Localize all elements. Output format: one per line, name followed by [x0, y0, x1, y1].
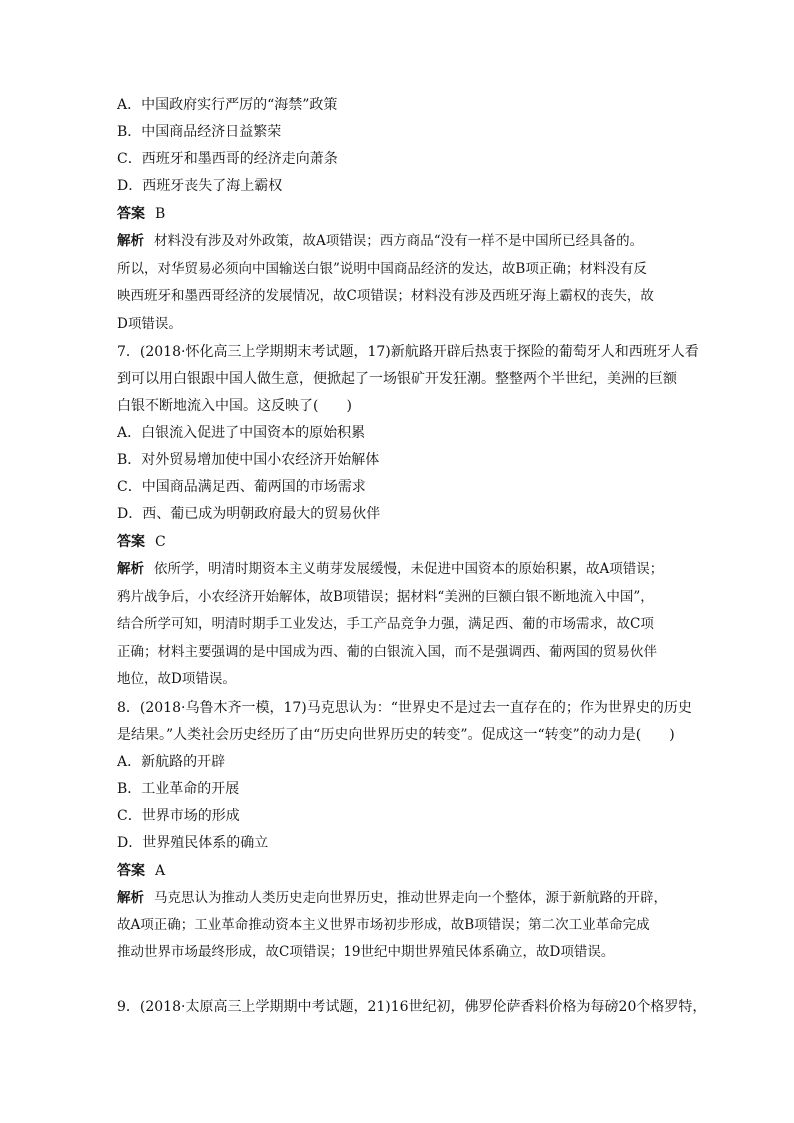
answer-value: A [155, 863, 166, 879]
q7-analysis-line-5: 地位，故D项错误。 [117, 671, 236, 687]
analysis-label: 解析 [117, 890, 144, 906]
answer-value: C [155, 534, 166, 550]
q7-analysis-line-1: 解析 依所学，明清时期资本主义萌芽发展缓慢，未促进中国资本的原始积累，故A项错误； [117, 561, 664, 577]
q6-analysis-line-4: D项错误。 [117, 316, 182, 332]
q7-stem-line-1: 7．(2018·怀化高三上学期期末考试题，17)新航路开辟后热衷于探险的葡萄牙人和西班牙人看 [117, 344, 699, 360]
q8-option-c: C．世界市场的形成 [117, 808, 240, 824]
q7-analysis-line-2: 鸦片战争后，小农经济开始解体，故B项错误；据材料“美洲的巨额白银不断地流入中国”， [117, 589, 654, 605]
q6-analysis-line-3: 映西班牙和墨西哥经济的发展情况，故C项错误；材料没有涉及西班牙海上霸权的丧失，故 [117, 288, 654, 304]
q6-option-d: D．西班牙丧失了海上霸权 [117, 178, 283, 194]
q8-stem-line-1: 8．(2018·乌鲁木齐一模，17)马克思认为：“世界史不是过去一直存在的；作为世界史的历史 [117, 700, 692, 716]
q7-answer [117, 532, 166, 552]
q7-stem-line-2: 到可以用白银跟中国人做生意，便掀起了一场银矿开发狂潮。整整两个半世纪，美洲的巨额 [117, 371, 677, 387]
q9-stem-line-1: 9．(2018·太原高三上学期期中考试题，21)16世纪初，佛罗伦萨香料价格为每磅20个格罗特， [117, 999, 707, 1015]
analysis-label: 解析 [117, 561, 144, 577]
analysis-label: 解析 [117, 233, 144, 249]
q6-analysis-line-1: 解析 材料没有涉及对外政策，故A项错误；西方商品“没有一样不是中国所已经具备的。 [117, 233, 644, 249]
q8-option-b: B．工业革命的开展 [117, 781, 240, 797]
q8-analysis-line-3: 推动世界市场最终形成，故C项错误；19世纪中期世界殖民体系确立，故D项错误。 [117, 944, 615, 960]
q8-answer [117, 861, 165, 881]
q8-option-d: D．世界殖民体系的确立 [117, 835, 269, 851]
q7-analysis-line-3: 结合所学可知，明清时期手工业发达，手工产品竞争力强，满足西、葡的市场需求，故C项 [117, 616, 654, 632]
q7-option-b: B．对外贸易增加使中国小农经济开始解体 [117, 452, 380, 468]
answer-label: 答案 [117, 863, 145, 879]
answer-label: 答案 [117, 534, 145, 550]
q7-analysis-line-4: 正确；材料主要强调的是中国成为西、葡的白银流入国，而不是强调西、葡两国的贸易伙伴 [117, 644, 657, 660]
q7-stem-line-3: 白银不断地流入中国。这反映了( ) [117, 398, 352, 414]
q6-answer [117, 204, 165, 224]
q6-option-a: A．中国政府实行严厉的“海禁”政策 [117, 97, 338, 113]
q7-option-d: D．西、葡已成为明朝政府最大的贸易伙伴 [117, 506, 381, 522]
q6-option-c: C．西班牙和墨西哥的经济走向萧条 [117, 151, 338, 167]
q6-option-b: B．中国商品经济日益繁荣 [117, 124, 282, 140]
q8-analysis-line-2: 故A项正确；工业革命推动资本主义世界市场初步形成，故B项错误；第二次工业革命完成 [117, 917, 650, 933]
q8-stem-line-2: 是结果。”人类社会历史经历了由“历史向世界历史的转变”。促成这一“转变”的动力是( ) [117, 727, 675, 743]
q8-option-a: A．新航路的开辟 [117, 754, 226, 770]
q6-analysis-line-2: 所以，对华贸易必须向中国输送白银”说明中国商品经济的发达，故B项正确；材料没有反 [117, 261, 647, 277]
answer-value: B [155, 206, 166, 222]
answer-label: 答案 [117, 206, 145, 222]
q7-option-c: C．中国商品满足西、葡两国的市场需求 [117, 479, 366, 495]
q8-analysis-line-1: 解析 马克思认为推动人类历史走向世界历史，推动世界走向一个整体，源于新航路的开辟， [117, 890, 667, 906]
q7-option-a: A．白银流入促进了中国资本的原始积累 [117, 425, 366, 441]
